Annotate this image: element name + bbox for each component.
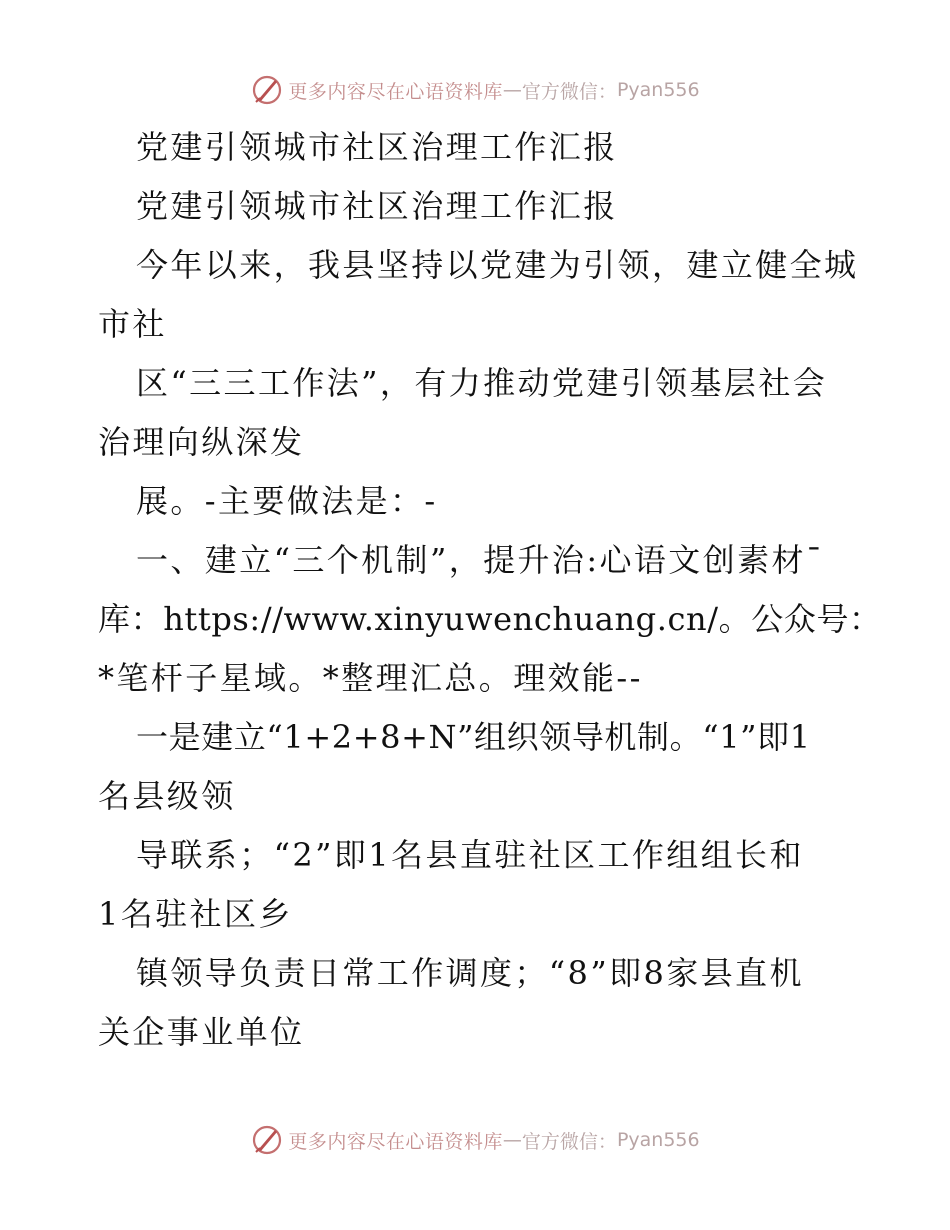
doc-title-repeat: 党建引领城市社区治理工作汇报	[136, 187, 618, 225]
watermark-handle: Pyan556	[616, 79, 700, 101]
doc-line: 镇领导负责日常工作调度；“8”即8家县直机	[136, 954, 804, 992]
doc-line: *笔杆子星域。*整理汇总。理效能--	[98, 659, 643, 697]
doc-line: 1名驻社区乡	[98, 895, 293, 933]
doc-line: 治理向纵深发	[98, 423, 305, 461]
doc-line: 一、建立“三个机制”，提升治:心语文创素材¯	[136, 541, 825, 579]
watermark-text: 更多内容尽在心语资料库	[288, 1130, 503, 1153]
doc-title: 党建引领城市社区治理工作汇报	[136, 128, 618, 166]
doc-line: 一是建立“1+2+8+N”组织领导机制。“1”即1	[136, 718, 811, 756]
doc-line: 名县级领	[98, 777, 236, 815]
watermark-dash: —	[502, 1129, 522, 1151]
watermark-official-wechat: 官方微信：	[521, 80, 617, 103]
footer-watermark	[0, 1120, 950, 1160]
doc-line: 展。-主要做法是：-	[136, 482, 438, 520]
doc-line: 导联系；“2”即1名县直驻社区工作组组长和	[136, 836, 804, 874]
quill-pen-logo-icon	[250, 1123, 284, 1157]
watermark-dash: —	[502, 79, 522, 101]
document-body	[98, 118, 882, 1062]
quill-pen-logo-icon	[250, 73, 284, 107]
doc-line: 今年以来，我县坚持以党建为引领，建立健全城	[136, 246, 859, 284]
doc-line-url: 库：https://www.xinyuwenchuang.cn/。公众号：	[98, 600, 882, 638]
watermark-official-wechat: 官方微信：	[521, 1130, 617, 1153]
watermark-handle: Pyan556	[616, 1129, 700, 1151]
doc-line: 区“三三工作法”，有力推动党建引领基层社会	[136, 364, 828, 402]
watermark-text: 更多内容尽在心语资料库	[288, 80, 503, 103]
doc-line: 市社	[98, 305, 167, 343]
doc-line: 关企事业单位	[98, 1013, 305, 1051]
header-watermark	[0, 70, 950, 110]
